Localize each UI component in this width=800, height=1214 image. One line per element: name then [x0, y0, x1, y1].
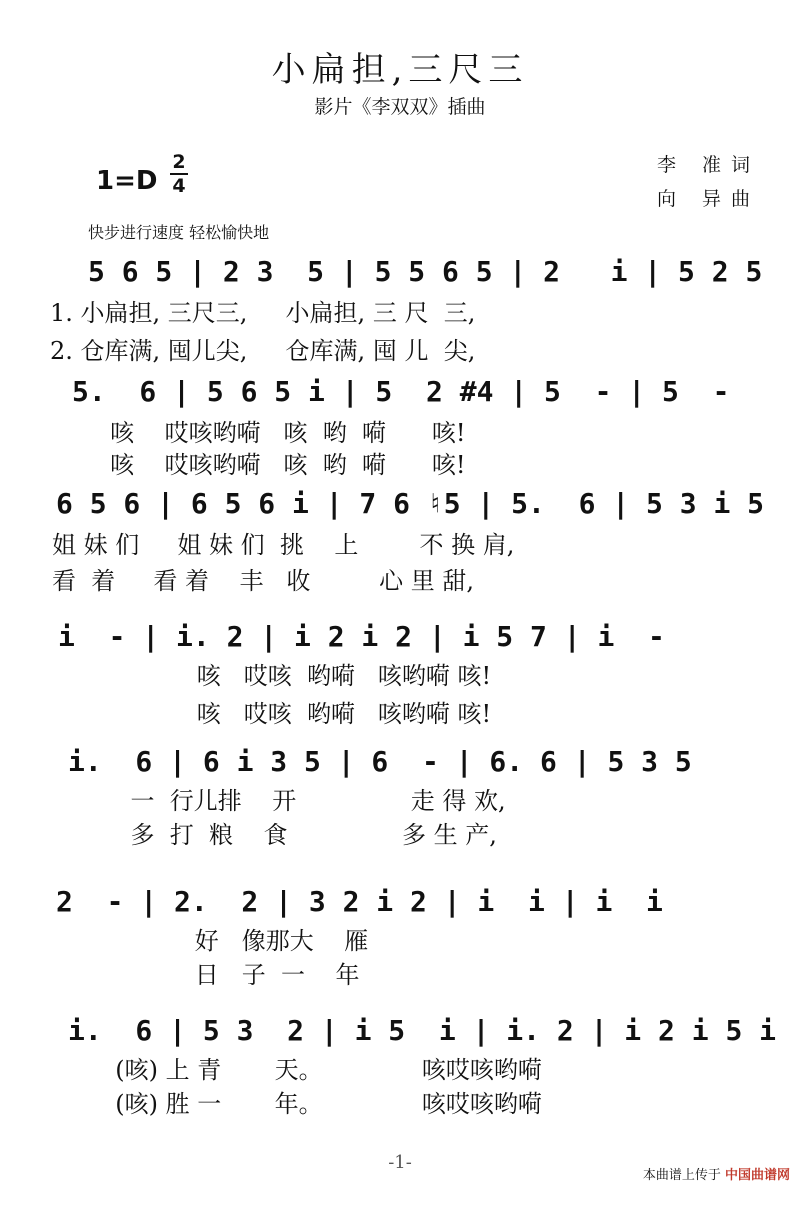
- verse-2-lyrics: 多 打 粮 食 多 生 产,: [100, 821, 497, 849]
- verse-2-lyrics: 2. 仓库满, 囤儿尖, 仓库满, 囤 儿 尖,: [50, 337, 476, 365]
- verse-1-lyrics: 咳 哎咳 哟嗬 咳哟嗬 咳!: [90, 662, 492, 690]
- staff-notes: i. 6 | 5 3 2 | i 5 i | i. 2 | i 2 i 5 i: [68, 1014, 777, 1047]
- verse-1-lyrics: 一 行儿排 开 走 得 欢,: [100, 787, 506, 815]
- staff-notes: 2 - | 2. 2 | 3 2 i 2 | i i | i i: [56, 885, 663, 918]
- staff-notes: 5. 6 | 5 6 5 i | 5 2 #4 | 5 - | 5 -: [72, 375, 730, 408]
- composer-credit: 向 异曲: [656, 188, 760, 210]
- page-title: 小扁担,三尺三: [271, 50, 529, 90]
- upload-text: 本曲谱上传于: [642, 1168, 721, 1183]
- verse-2-lyrics: 咳 哎咳 哟嗬 咳哟嗬 咳!: [90, 700, 492, 728]
- time-signature: [170, 152, 188, 196]
- staff-notes: 5 6 5 | 2 3 5 | 5 5 6 5 | 2 i | 5 2 5: [88, 255, 763, 288]
- verse-2-lyrics: (咳) 胜 一 年。 咳哎咳哟嗬: [100, 1090, 542, 1118]
- tempo-marking: 快步进行速度 轻松愉快地: [88, 223, 270, 242]
- staff-notes: i - | i. 2 | i 2 i 2 | i 5 7 | i -: [58, 620, 665, 653]
- key-signature: 1=D: [96, 166, 158, 196]
- verse-1-lyrics: (咳) 上 青 天。 咳哎咳哟嗬: [100, 1056, 542, 1084]
- verse-2-lyrics: 看 着 看 着 丰 收 心 里 甜,: [52, 567, 474, 595]
- brand-logo[interactable]: 中国曲谱网: [724, 1168, 790, 1183]
- verse-1-lyrics: 咳 哎咳哟嗬 咳 哟 嗬 咳!: [72, 419, 466, 447]
- upload-credit: [643, 1164, 790, 1183]
- staff-notes: 6 5 6 | 6 5 6 i | 7 6 ♮5 | 5. 6 | 5 3 i 5: [56, 487, 765, 520]
- verse-1-lyrics: 1. 小扁担, 三尺三, 小扁担, 三 尺 三,: [50, 299, 476, 327]
- verse-1-lyrics: 姐 妹 们 姐 妹 们 挑 上 不 换 肩,: [52, 531, 515, 559]
- meter-bottom: 4: [172, 175, 186, 197]
- verse-2-lyrics: 咳 哎咳哟嗬 咳 哟 嗬 咳!: [72, 451, 466, 479]
- staff-7: [0, 1014, 800, 1214]
- lyricist-credit: 李 准词: [656, 154, 760, 176]
- verse-2-lyrics: 日 子 一 年: [88, 961, 360, 989]
- verse-1-lyrics: 好 像那大 雁: [88, 927, 369, 955]
- staff-notes: i. 6 | 6 i 3 5 | 6 - | 6. 6 | 5 3 5: [68, 745, 692, 778]
- page-subtitle: 影片《李双双》插曲: [314, 96, 486, 118]
- meter-top: 2: [172, 151, 186, 173]
- page-number: -1-: [388, 1152, 412, 1173]
